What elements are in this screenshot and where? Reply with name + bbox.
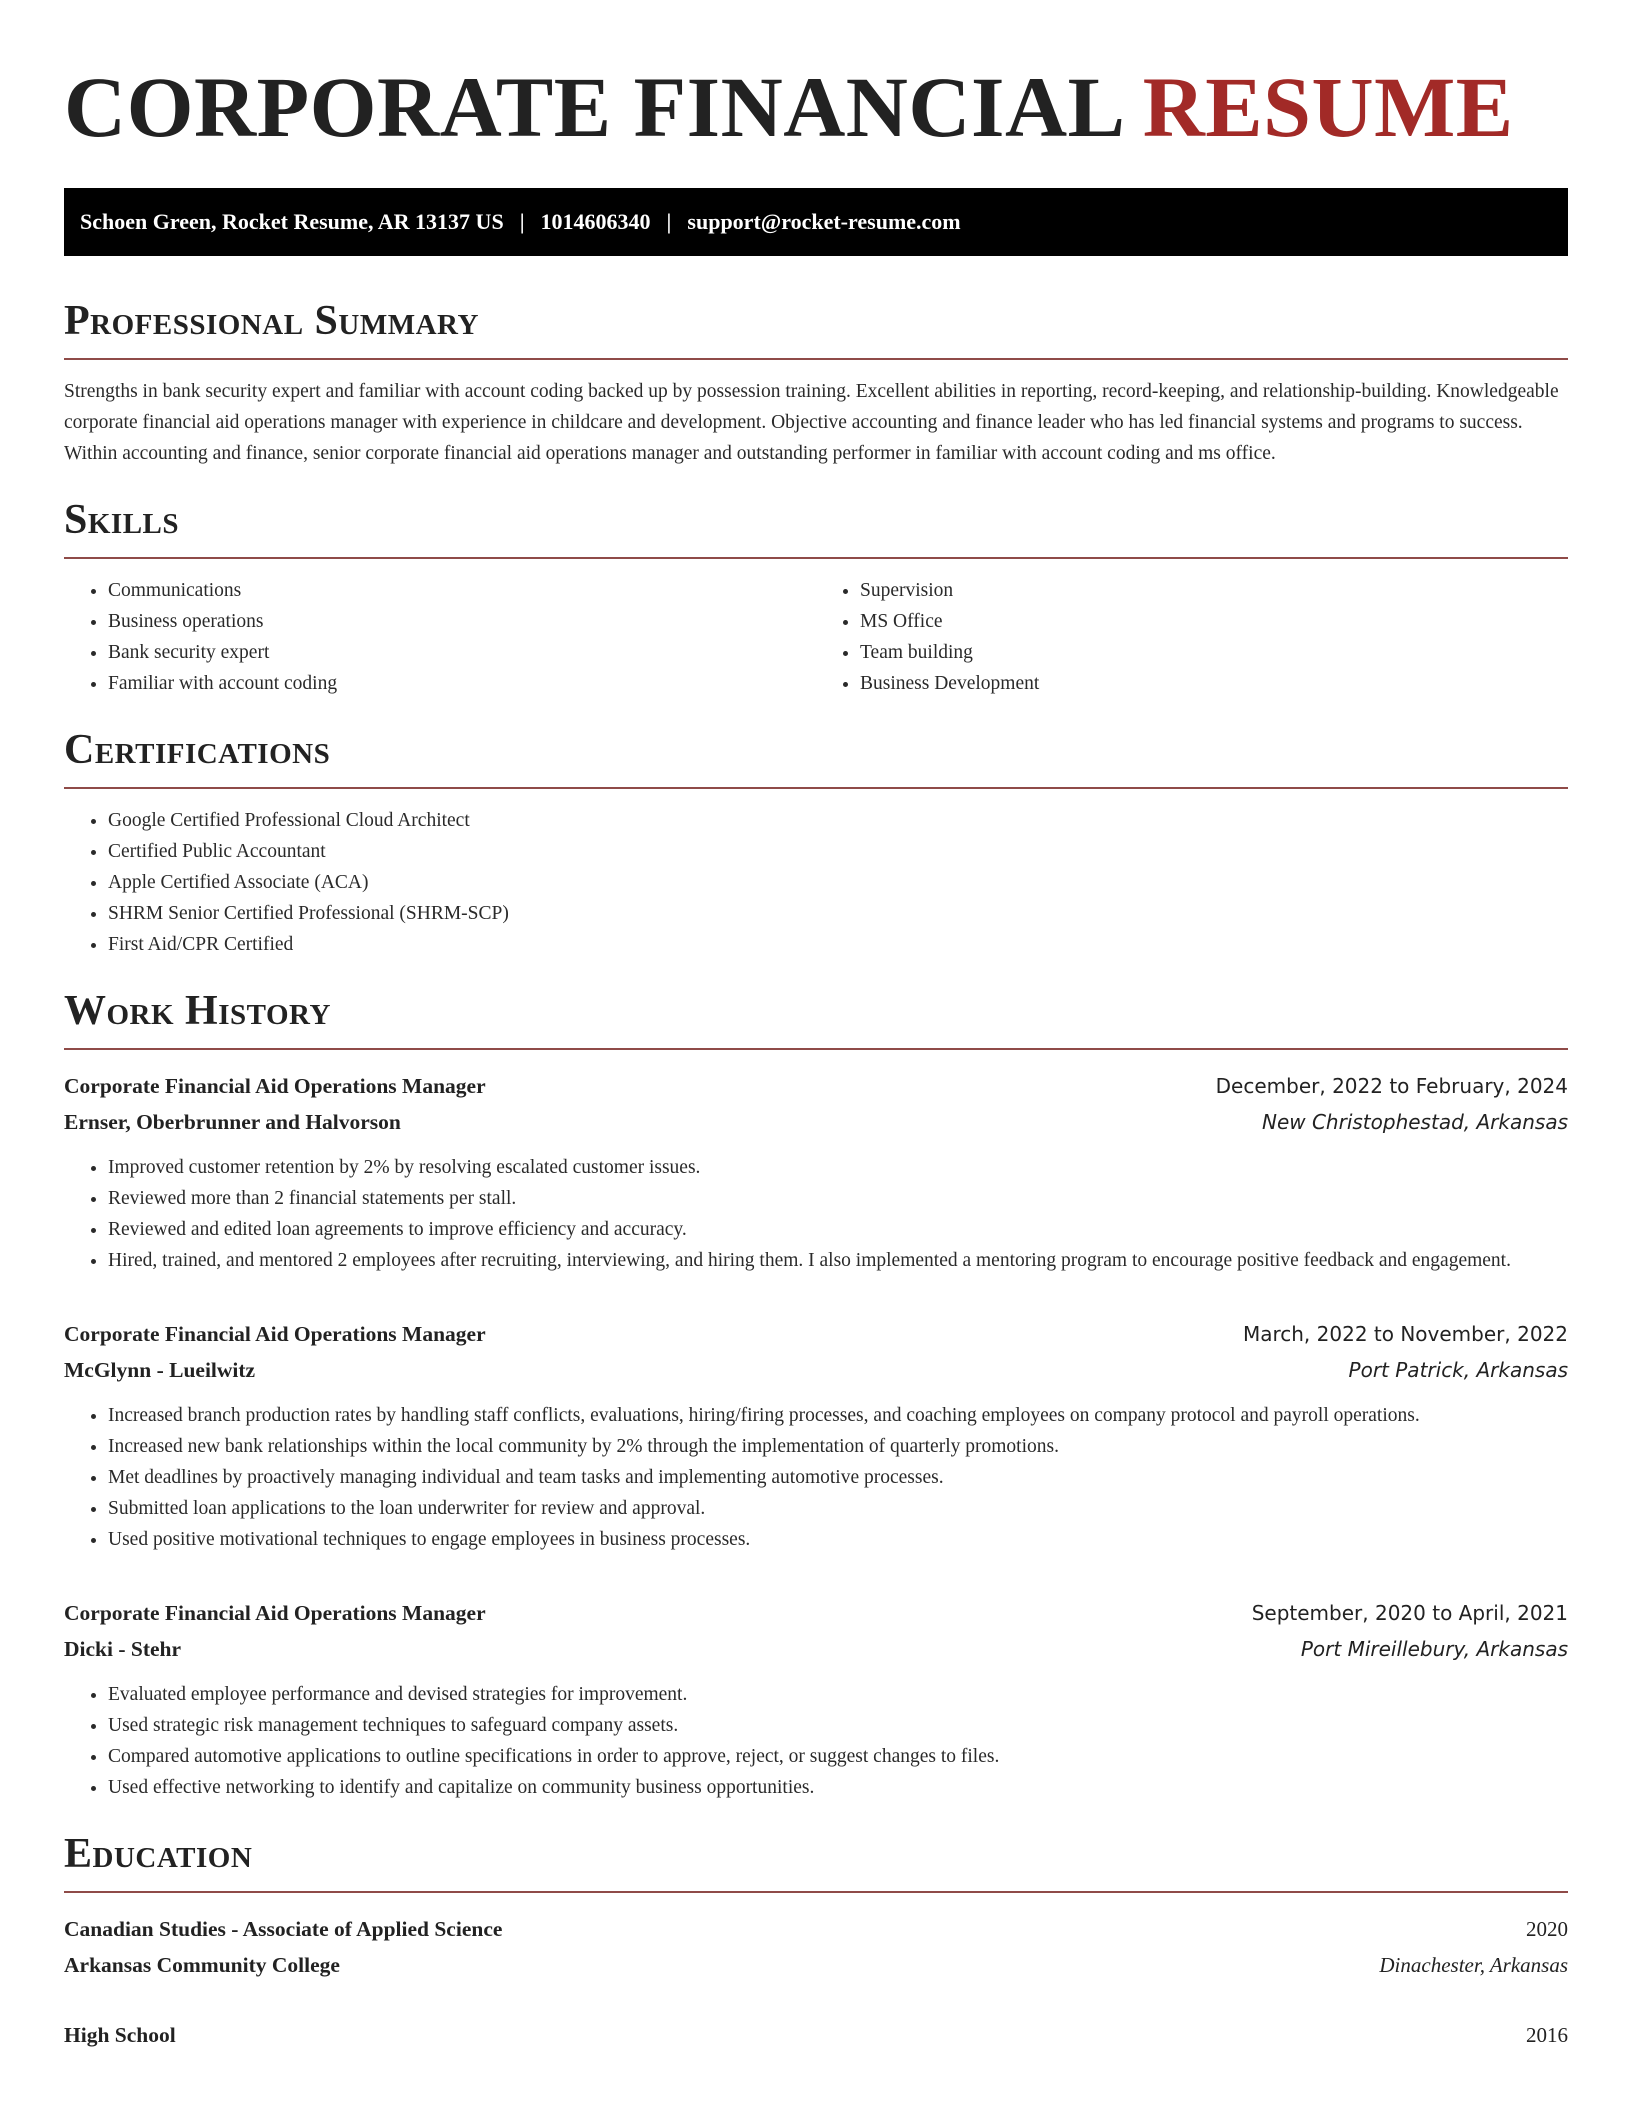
job-company-row xyxy=(64,1352,1568,1388)
education-school-row xyxy=(64,1947,1568,1983)
skills-list-right xyxy=(816,575,1568,699)
job-bullets xyxy=(64,1152,1568,1276)
job-company: McGlynn - Lueilwitz xyxy=(64,1358,256,1382)
education-year: 2020 xyxy=(1526,1917,1568,1941)
education-degree: Canadian Studies - Associate of Applied Science xyxy=(64,1917,503,1941)
section-divider xyxy=(64,358,1568,360)
resume-title xyxy=(64,59,1568,155)
skills-list-left xyxy=(64,575,816,699)
skill-item: • Supervision xyxy=(860,575,1568,606)
job-header-row xyxy=(64,1068,1568,1104)
summary-section xyxy=(64,300,1568,469)
skill-item: • Business operations xyxy=(108,606,816,637)
contact-bar xyxy=(64,188,1568,256)
job-bullet: • Hired, trained, and mentored 2 employees after recruiting, interviewing, and hiring them. I also implemented a mentoring program to encourage positive feedback and engagement. xyxy=(108,1245,1568,1276)
job-company-row xyxy=(64,1104,1568,1140)
skill-item: • MS Office xyxy=(860,606,1568,637)
contact-phone: 1014606340 xyxy=(540,209,651,234)
job-bullet: • Met deadlines by proactively managing individual and team tasks and implementing automotive processes. xyxy=(108,1462,1568,1493)
education-location: Dinachester, Arkansas xyxy=(1379,1953,1568,1977)
job-bullet: • Compared automotive applications to outline specifications in order to approve, reject, or suggest changes to files. xyxy=(108,1741,1568,1772)
education-entry xyxy=(64,2017,1568,2053)
certification-item: • Apple Certified Associate (ACA) xyxy=(108,867,1568,898)
job-dates: March, 2022 to November, 2022 xyxy=(1242,1322,1568,1346)
skill-item: • Communications xyxy=(108,575,816,606)
job-location: Port Mireillebury, Arkansas xyxy=(1300,1637,1568,1661)
job-bullet: • Used effective networking to identify and capitalize on community business opportunities. xyxy=(108,1772,1568,1803)
job-title: Corporate Financial Aid Operations Manager xyxy=(64,1601,486,1625)
certification-item: • SHRM Senior Certified Professional (SHRM-SCP) xyxy=(108,898,1568,929)
skills-section xyxy=(64,499,1568,699)
section-heading: Work History xyxy=(64,988,331,1034)
job-entry xyxy=(64,1316,1568,1555)
section-heading: Professional Summary xyxy=(64,298,479,344)
job-location: New Christophestad, Arkansas xyxy=(1261,1110,1568,1134)
section-heading: Education xyxy=(64,1831,253,1877)
job-bullet: • Increased new bank relationships within the local community by 2% through the implementation of quarterly promotions. xyxy=(108,1431,1568,1462)
skill-item: • Team building xyxy=(860,637,1568,668)
job-bullet: • Reviewed more than 2 financial statements per stall. xyxy=(108,1183,1568,1214)
education-section xyxy=(64,1833,1568,2053)
title-accent: RESUME xyxy=(1142,59,1514,155)
education-entry xyxy=(64,1911,1568,1983)
job-bullets xyxy=(64,1400,1568,1555)
job-header-row xyxy=(64,1316,1568,1352)
job-entry xyxy=(64,1068,1568,1276)
certification-item: • Google Certified Professional Cloud Architect xyxy=(108,805,1568,836)
job-bullet: • Reviewed and edited loan agreements to improve efficiency and accuracy. xyxy=(108,1214,1568,1245)
job-bullet: • Submitted loan applications to the loan underwriter for review and approval. xyxy=(108,1493,1568,1524)
job-title: Corporate Financial Aid Operations Manager xyxy=(64,1322,486,1346)
skill-item: • Bank security expert xyxy=(108,637,816,668)
education-year: 2016 xyxy=(1526,2023,1568,2047)
title-main: CORPORATE FINANCIAL xyxy=(64,59,1121,155)
job-company: Dicki - Stehr xyxy=(64,1637,182,1661)
job-bullets xyxy=(64,1679,1568,1803)
job-bullet: • Evaluated employee performance and devised strategies for improvement. xyxy=(108,1679,1568,1710)
certifications-section xyxy=(64,729,1568,960)
contact-email[interactable]: support@rocket-resume.com xyxy=(687,209,961,234)
contact-separator: | xyxy=(519,209,525,234)
education-header-row xyxy=(64,2017,1568,2053)
job-header-row xyxy=(64,1595,1568,1631)
job-dates: December, 2022 to February, 2024 xyxy=(1215,1074,1568,1098)
job-bullet: • Increased branch production rates by handling staff conflicts, evaluations, hiring/firing processes, and coaching employees on company protocol and payroll operations. xyxy=(108,1400,1568,1431)
section-divider xyxy=(64,1048,1568,1050)
contact-separator: | xyxy=(666,209,672,234)
education-header-row xyxy=(64,1911,1568,1947)
skills-grid xyxy=(64,575,1568,699)
skill-item: • Business Development xyxy=(860,668,1568,699)
contact-address: Schoen Green, Rocket Resume, AR 13137 US xyxy=(80,209,504,234)
job-bullet: • Improved customer retention by 2% by resolving escalated customer issues. xyxy=(108,1152,1568,1183)
skill-item: • Familiar with account coding xyxy=(108,668,816,699)
job-bullet: • Used strategic risk management techniques to safeguard company assets. xyxy=(108,1710,1568,1741)
job-company: Ernser, Oberbrunner and Halvorson xyxy=(64,1110,401,1134)
education-degree: High School xyxy=(64,2023,176,2047)
job-location: Port Patrick, Arkansas xyxy=(1348,1358,1568,1382)
certification-item: • First Aid/CPR Certified xyxy=(108,929,1568,960)
job-entry xyxy=(64,1595,1568,1803)
job-bullet: • Used positive motivational techniques to engage employees in business processes. xyxy=(108,1524,1568,1555)
section-divider xyxy=(64,787,1568,789)
job-company-row xyxy=(64,1631,1568,1667)
section-heading: Skills xyxy=(64,497,180,543)
certifications-list xyxy=(64,805,1568,960)
summary-text: Strengths in bank security expert and familiar with account coding backed up by possession training. Excellent abilities in reporting, record-keeping, and relationship-building. Knowledgeable corporate financial aid operations manager with experience in childcare and development. Objective accounting and finance leader who has led financial systems and programs to success. Within accounting and finance, senior corporate financial aid operations manager and outstanding performer in familiar with account coding and ms office. xyxy=(64,381,1559,464)
job-title: Corporate Financial Aid Operations Manager xyxy=(64,1074,486,1098)
education-school: Arkansas Community College xyxy=(64,1953,340,1977)
section-heading: Certifications xyxy=(64,727,331,773)
section-divider xyxy=(64,557,1568,559)
job-dates: September, 2020 to April, 2021 xyxy=(1251,1601,1568,1625)
work-history-section xyxy=(64,990,1568,1803)
certification-item: • Certified Public Accountant xyxy=(108,836,1568,867)
section-divider xyxy=(64,1891,1568,1893)
